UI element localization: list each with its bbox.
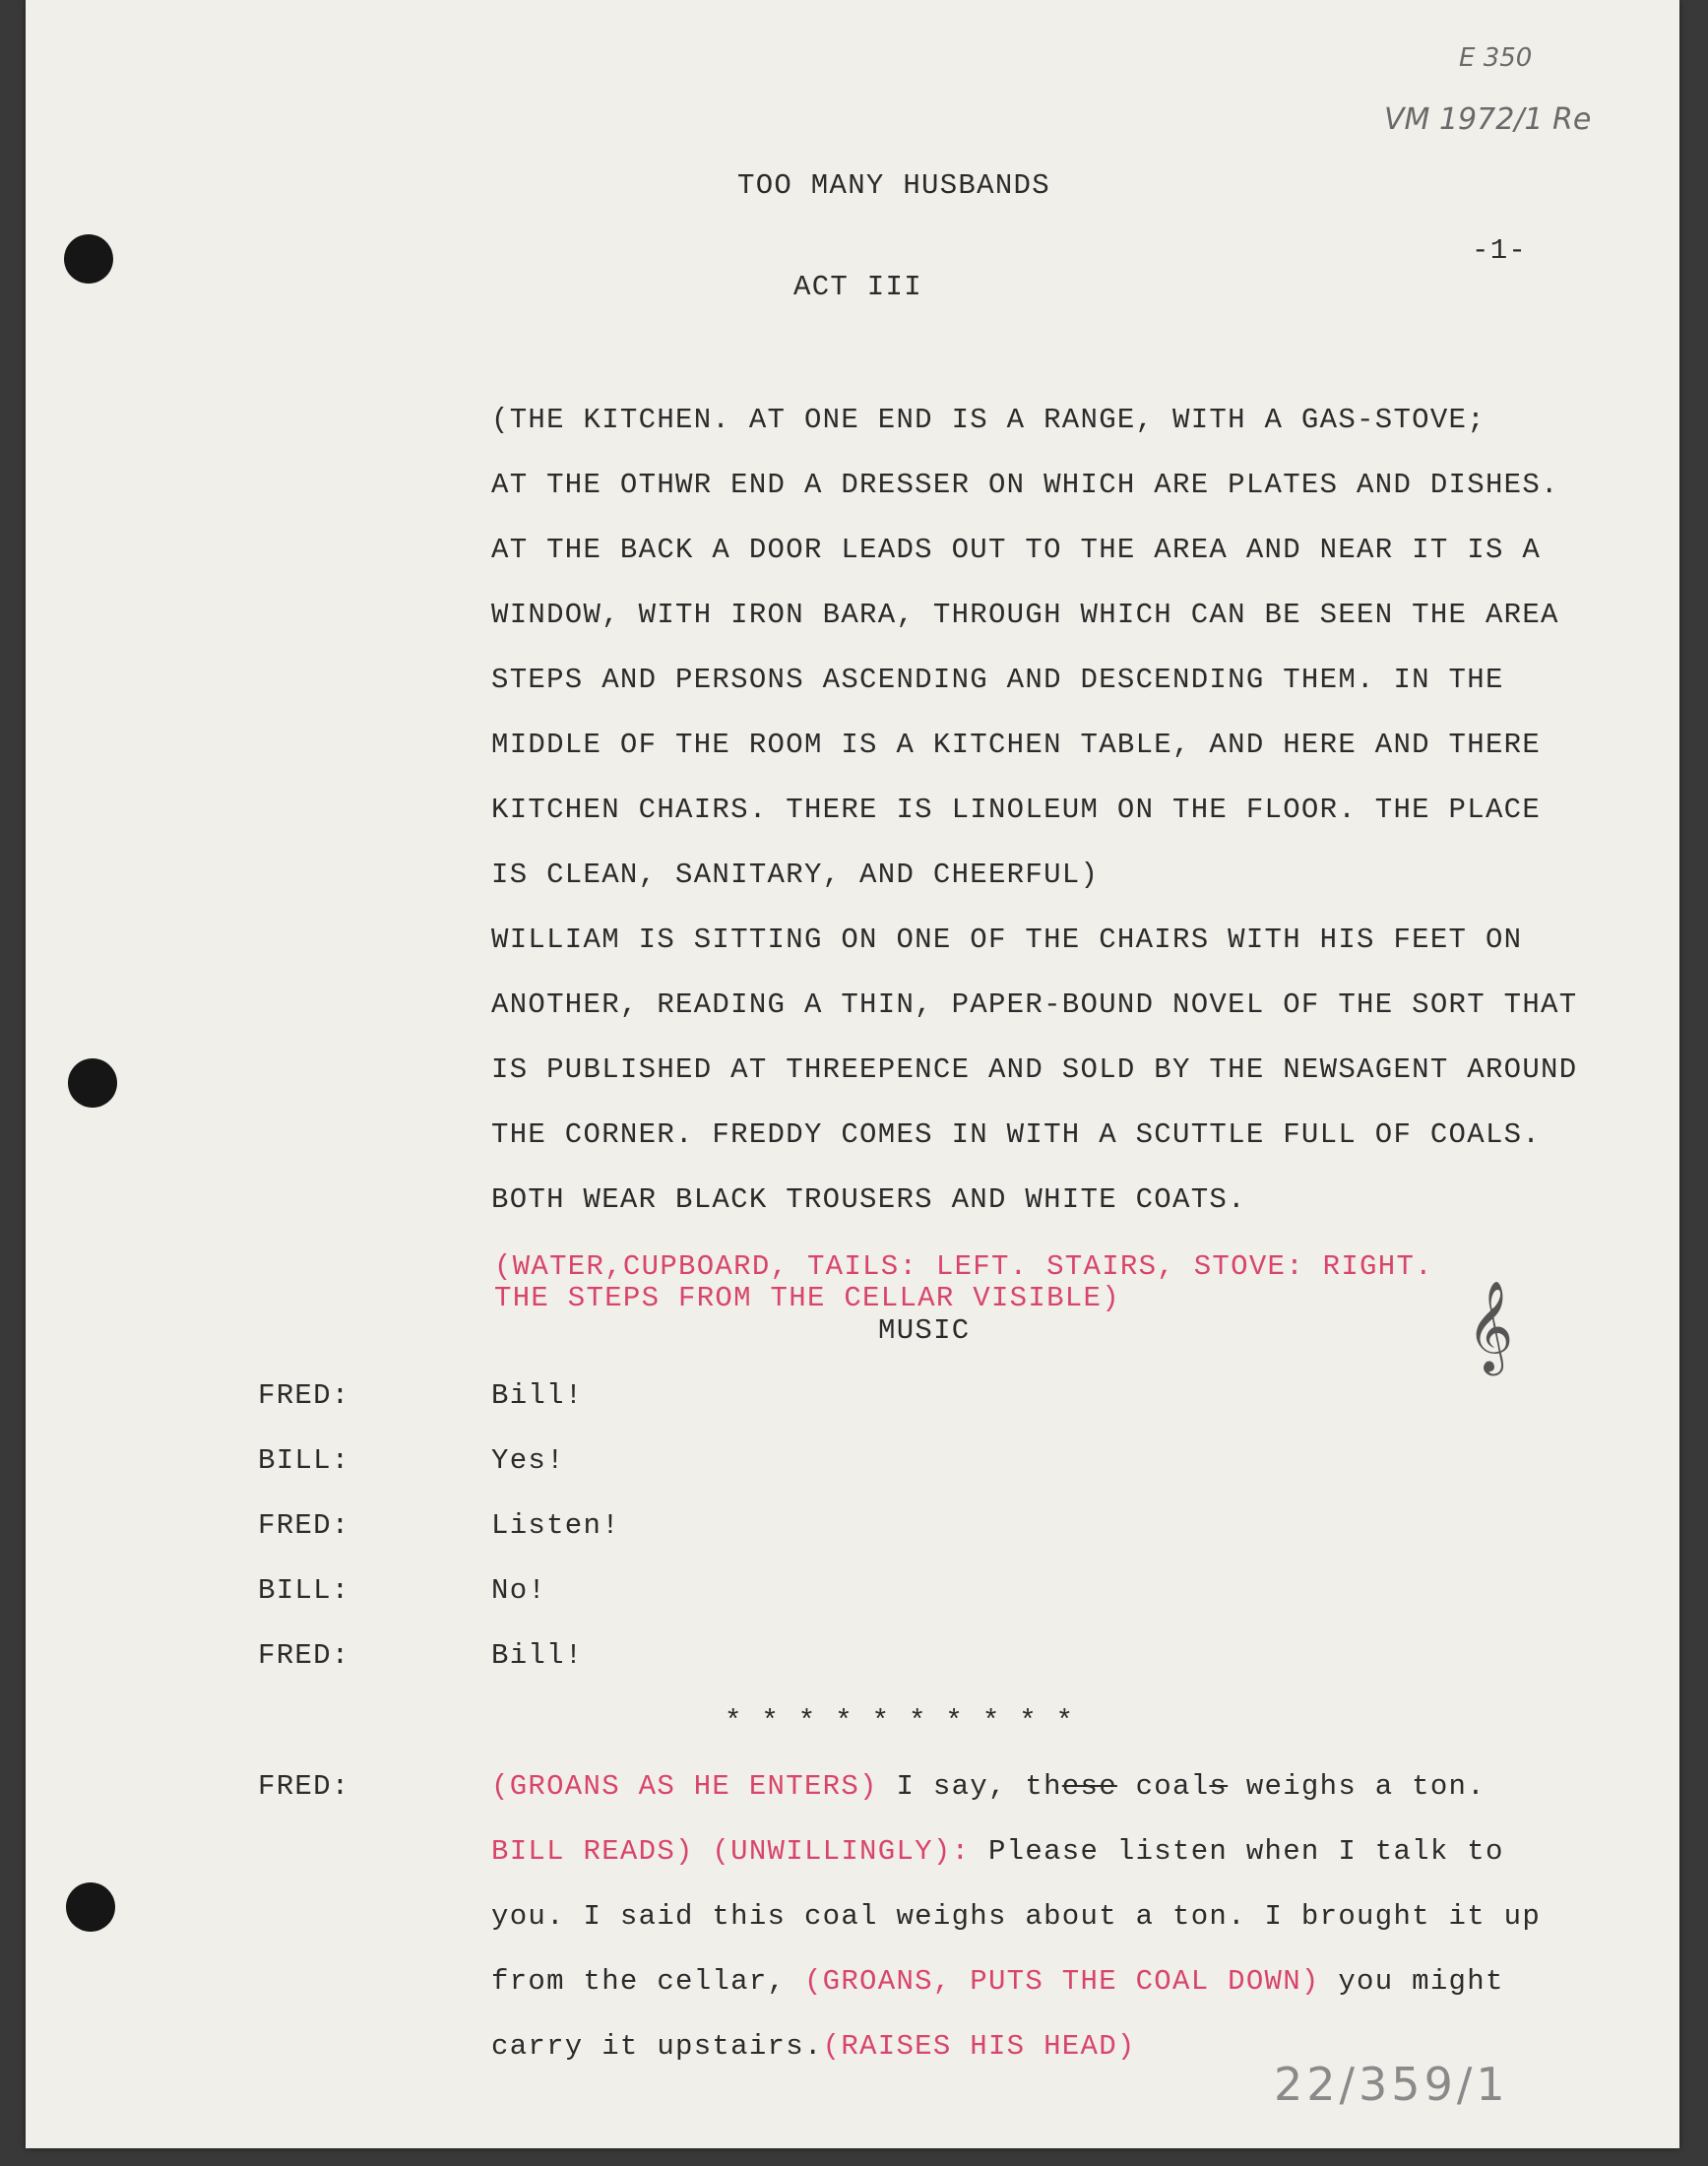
dialogue-line: Bill! bbox=[491, 1639, 584, 1672]
speaker-name: FRED: bbox=[258, 1639, 350, 1672]
punch-hole bbox=[68, 1058, 117, 1108]
play-title: TOO MANY HUSBANDS bbox=[737, 169, 1050, 202]
scene-line: carry it upstairs.(RAISES HIS HEAD) bbox=[491, 2030, 1136, 2063]
scene-line: you. I said this coal weighs about a ton. I brought it up bbox=[491, 1900, 1542, 1933]
red-production-note: (WATER,CUPBOARD, TAILS: LEFT. STAIRS, STOVE: RIGHT. bbox=[494, 1250, 1433, 1283]
page-number: -1- bbox=[1472, 234, 1528, 267]
red-stage-cue: (GROANS, PUTS THE COAL DOWN) bbox=[803, 1965, 1320, 1998]
dialogue-line: Listen! bbox=[491, 1509, 620, 1542]
speaker-name: FRED: bbox=[258, 1509, 350, 1542]
stage-direction-line: IS PUBLISHED AT THREEPENCE AND SOLD BY THE NEWSAGENT AROUND bbox=[491, 1053, 1578, 1086]
scene-line: from the cellar, (GROANS, PUTS THE COAL DOWN) you might bbox=[491, 1965, 1504, 1998]
speaker-name: BILL: bbox=[258, 1574, 350, 1607]
music-cue: MUSIC bbox=[878, 1314, 971, 1347]
scene-separator: * * * * * * * * * * bbox=[725, 1705, 1075, 1738]
scene-line: BILL READS) (UNWILLINGLY): Please listen when I talk to bbox=[491, 1835, 1504, 1868]
stage-direction-line: AT THE OTHWR END A DRESSER ON WHICH ARE PLATES AND DISHES. bbox=[491, 469, 1559, 501]
stage-direction-line: AT THE BACK A DOOR LEADS OUT TO THE AREA AND NEAR IT IS A bbox=[491, 534, 1542, 566]
stage-direction-line: (THE KITCHEN. AT ONE END IS A RANGE, WITH A GAS-STOVE; bbox=[491, 404, 1486, 436]
typescript-page bbox=[26, 0, 1679, 2148]
stage-direction-line: ANOTHER, READING A THIN, PAPER-BOUND NOVEL OF THE SORT THAT bbox=[491, 988, 1578, 1021]
red-stage-cue: (GROANS AS HE ENTERS) bbox=[491, 1770, 878, 1803]
handwritten-folio-number: 22/359/1 bbox=[1274, 2058, 1509, 2111]
stage-direction-line: MIDDLE OF THE ROOM IS A KITCHEN TABLE, AND HERE AND THERE bbox=[491, 729, 1542, 761]
stage-direction-line: IS CLEAN, SANITARY, AND CHEERFUL) bbox=[491, 859, 1100, 891]
red-stage-cue: BILL READS) (UNWILLINGLY): bbox=[491, 1835, 971, 1868]
red-stage-cue: (RAISES HIS HEAD) bbox=[822, 2030, 1136, 2063]
speaker-name: FRED: bbox=[258, 1770, 350, 1803]
punch-hole bbox=[66, 1882, 115, 1932]
stage-direction-line: KITCHEN CHAIRS. THERE IS LINOLEUM ON THE FLOOR. THE PLACE bbox=[491, 794, 1542, 826]
dialogue-line: Bill! bbox=[491, 1379, 584, 1412]
stage-direction-line: THE CORNER. FREDDY COMES IN WITH A SCUTTLE FULL OF COALS. bbox=[491, 1118, 1542, 1151]
stage-direction-line: STEPS AND PERSONS ASCENDING AND DESCENDING THEM. IN THE bbox=[491, 664, 1504, 696]
archive-code: E 350 bbox=[1459, 43, 1533, 73]
act-heading: ACT III bbox=[793, 271, 922, 303]
stage-direction-line: WILLIAM IS SITTING ON ONE OF THE CHAIRS WITH HIS FEET ON bbox=[491, 924, 1523, 956]
speaker-name: BILL: bbox=[258, 1444, 350, 1477]
speaker-name: FRED: bbox=[258, 1379, 350, 1412]
scene-line: (GROANS AS HE ENTERS) I say, these coals weighs a ton. bbox=[491, 1770, 1486, 1803]
red-production-note: THE STEPS FROM THE CELLAR VISIBLE) bbox=[494, 1282, 1120, 1314]
stage-direction-line: WINDOW, WITH IRON BARA, THROUGH WHICH CAN BE SEEN THE AREA bbox=[491, 599, 1559, 631]
punch-hole bbox=[64, 234, 113, 284]
treble-clef-icon: 𝄞 bbox=[1467, 1280, 1514, 1371]
dialogue-line: No! bbox=[491, 1574, 547, 1607]
stage-direction-line: BOTH WEAR BLACK TROUSERS AND WHITE COATS. bbox=[491, 1183, 1246, 1216]
archive-reference: VM 1972/1 Re bbox=[1384, 102, 1592, 137]
dialogue-line: Yes! bbox=[491, 1444, 565, 1477]
